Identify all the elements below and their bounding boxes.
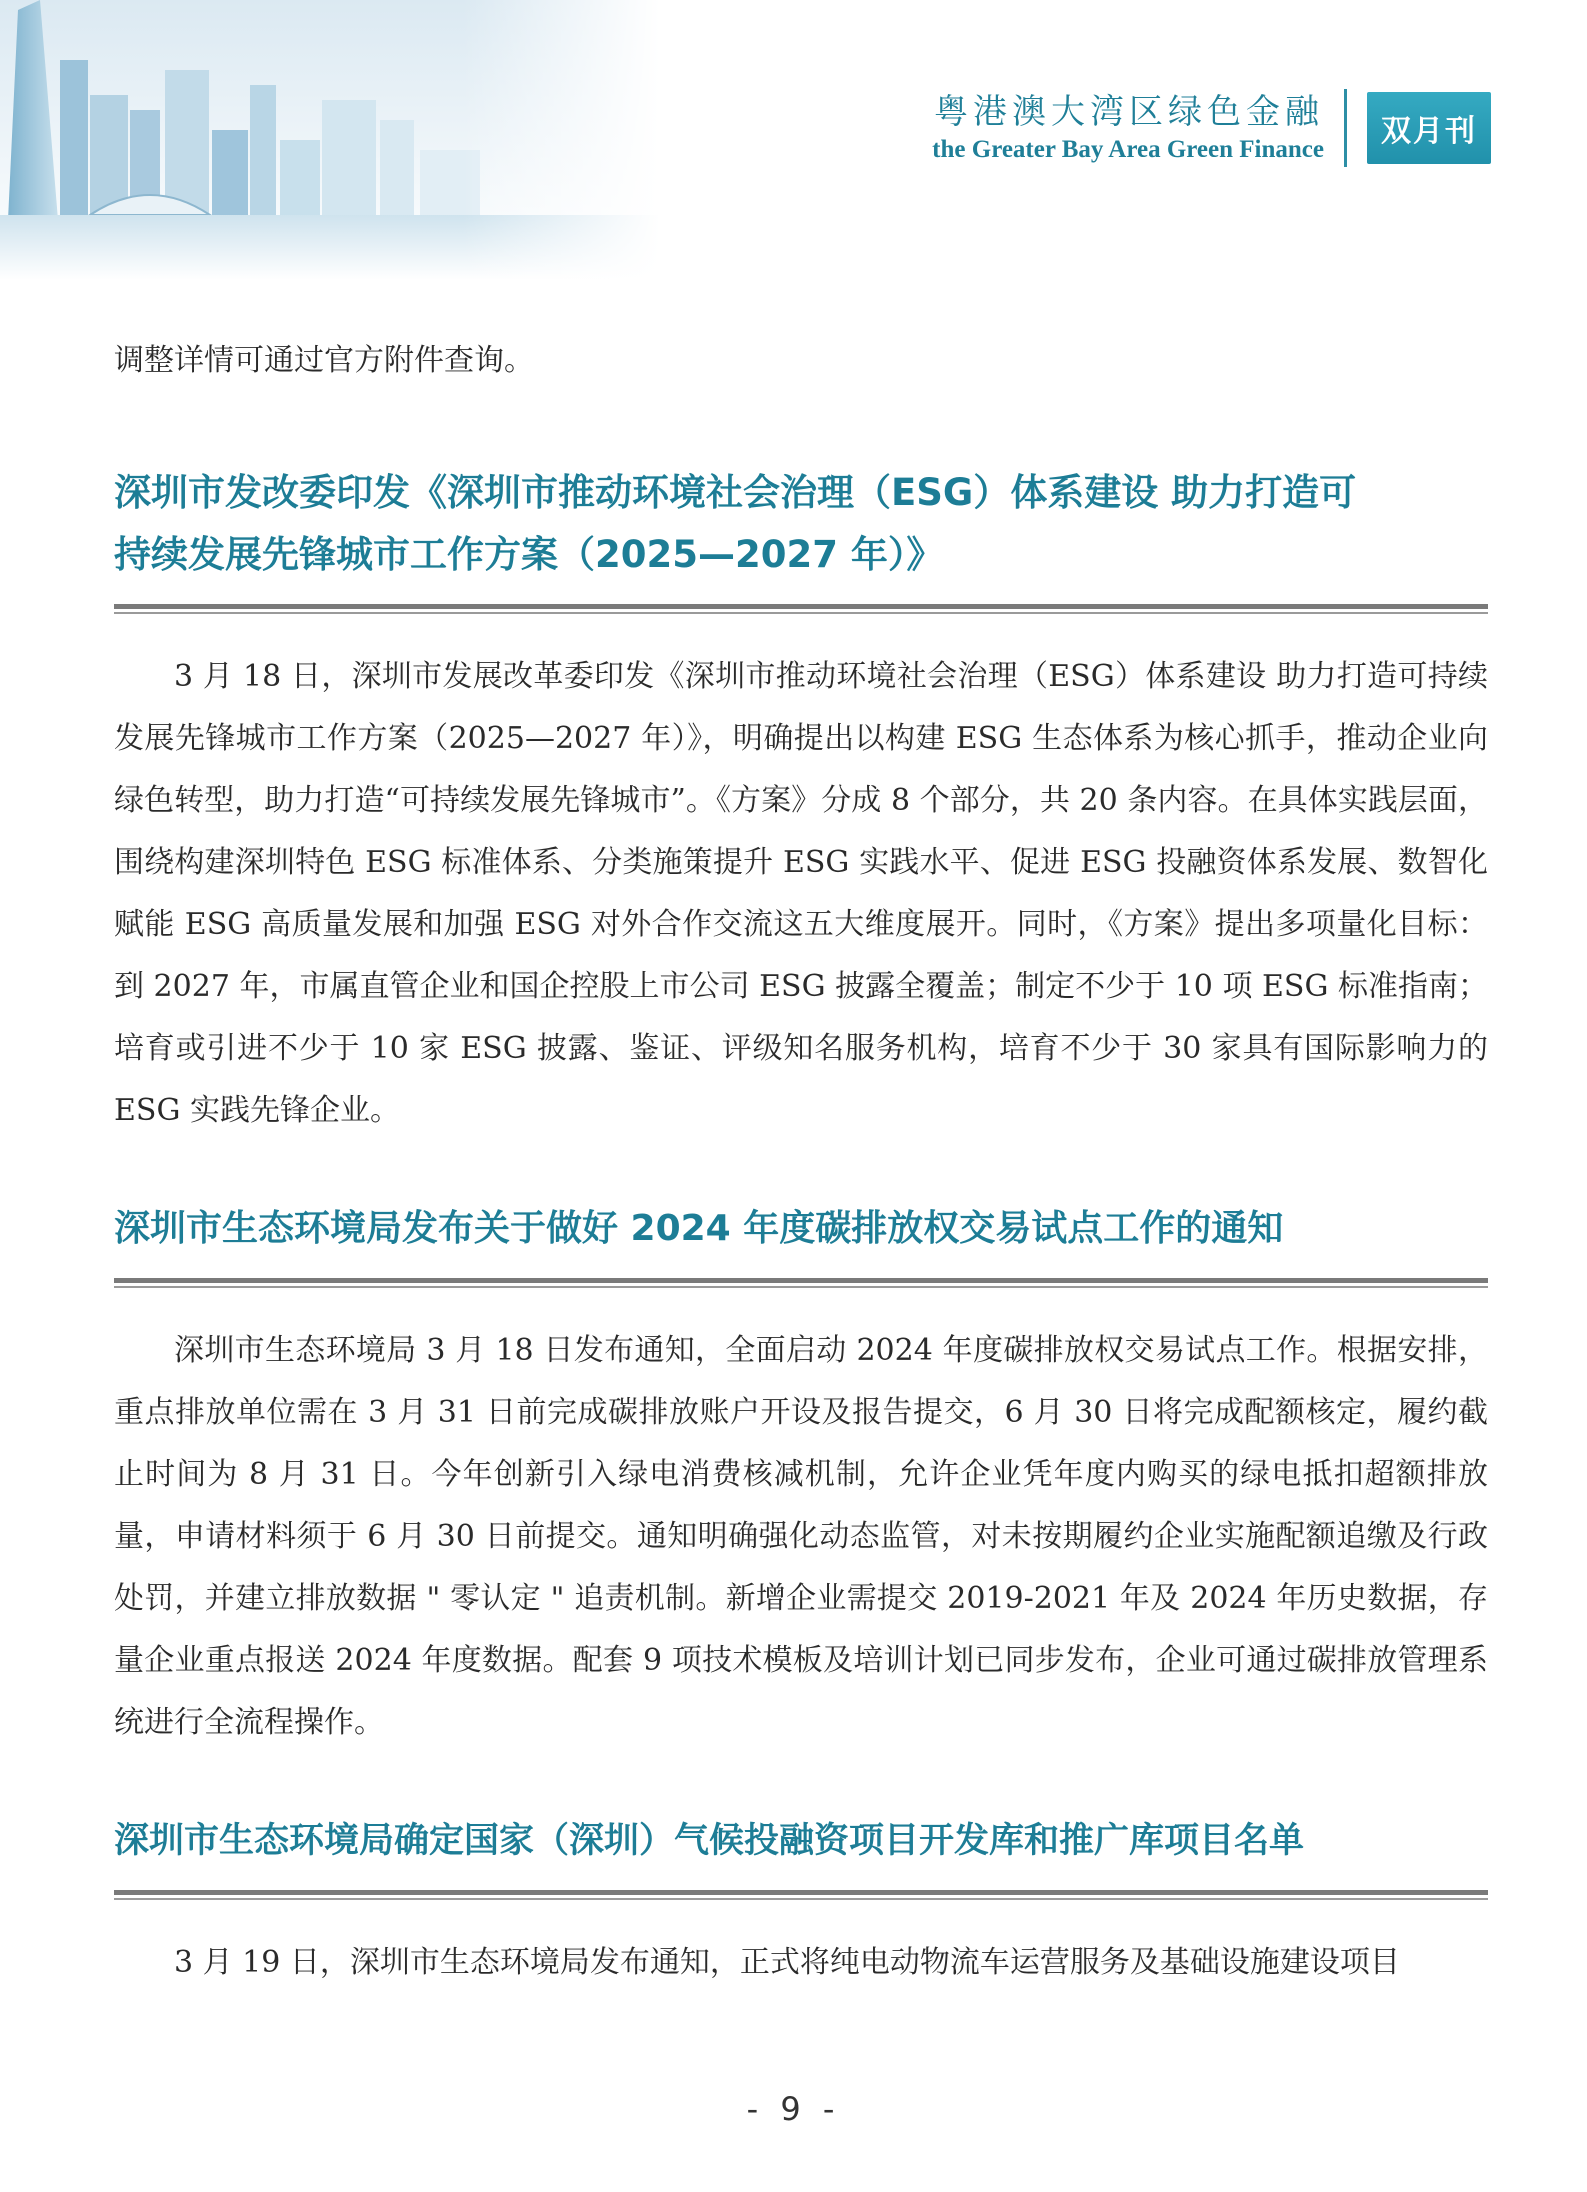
article-title: 深圳市生态环境局确定国家（深圳）气候投融资项目开发库和推广库项目名单 — [114, 1821, 1305, 1861]
intro-paragraph: 调整详情可通过官方附件查询。 — [114, 343, 534, 378]
article-body: 3 月 19 日，深圳市生态环境局发布通知，正式将纯电动物流车运营服务及基础设施建设项目 — [174, 1945, 1400, 1980]
article-climate-finance — [114, 1810, 1488, 1994]
article-esg — [114, 462, 1488, 1142]
masthead-title-en: the Greater Bay Area Green Finance — [932, 136, 1324, 163]
page-number: - 9 - — [746, 2090, 841, 2128]
article-title-line: 深圳市发改委印发《深圳市推动环境社会治理（ESG）体系建设 助力打造可 — [114, 471, 1357, 514]
title-divider — [114, 1890, 1488, 1900]
city-skyline-illustration — [0, 0, 660, 280]
title-divider — [114, 604, 1488, 614]
masthead — [932, 82, 1491, 174]
bimonthly-badge: 双月刊 — [1367, 92, 1491, 164]
article-content — [114, 330, 1488, 1994]
article-title — [114, 462, 1488, 586]
article-body: 3 月 18 日，深圳市发展改革委印发《深圳市推动环境社会治理（ESG）体系建设 助力打造可持续发展先锋城市工作方案（2025—2027 年）》，明确提出以构建 ESG 生态体系为核心抓手，推动企业向绿色转型，助力打造“可持续发展先锋城市”。《方案》分成 8 个部分，共 20 条内容。在具体实践层面，围绕构建深圳特色 ESG 标准体系、分类施策提升 ESG 实践水平、促进 ESG 投融资体系发展、数智化赋能 ESG 高质量发展和加强 ESG 对外合作交流这五大维度展开。同时，《方案》提出多项量化目标：到 2027 年，市属直管企业和国企控股上市公司 ESG 披露全覆盖；制定不少于 10 项 ESG 标准指南；培育或引进不少于 10 家 ESG 披露、鉴证、评级知名服务机构，培育不少于 30 家具有国际影响力的 ESG 实践先锋企业。 — [114, 659, 1488, 1128]
article-title: 深圳市生态环境局发布关于做好 2024 年度碳排放权交易试点工作的通知 — [114, 1208, 1284, 1249]
article-carbon-trading — [114, 1198, 1488, 1754]
masthead-title-block — [932, 89, 1347, 167]
masthead-title-cn: 粤港澳大湾区绿色金融 — [934, 92, 1324, 132]
title-divider — [114, 1278, 1488, 1288]
article-body: 深圳市生态环境局 3 月 18 日发布通知，全面启动 2024 年度碳排放权交易试点工作。根据安排，重点排放单位需在 3 月 31 日前完成碳排放账户开设及报告提交，6 月 30 日将完成配额核定，履约截止时间为 8 月 31 日。今年创新引入绿电消费核减机制，允许企业凭年度内购买的绿电抵扣超额排放量，申请材料须于 6 月 30 日前提交。通知明确强化动态监管，对未按期履约企业实施配额追缴及行政处罚，并建立排放数据 " 零认定 " 追责机制。新增企业需提交 2019-2021 年及 2024 年历史数据，存量企业重点报送 2024 年度数据。配套 9 项技术模板及培训计划已同步发布，企业可通过碳排放管理系统进行全流程操作。 — [114, 1333, 1488, 1740]
article-title-line: 持续发展先锋城市工作方案（2025—2027 年）》 — [114, 533, 944, 576]
